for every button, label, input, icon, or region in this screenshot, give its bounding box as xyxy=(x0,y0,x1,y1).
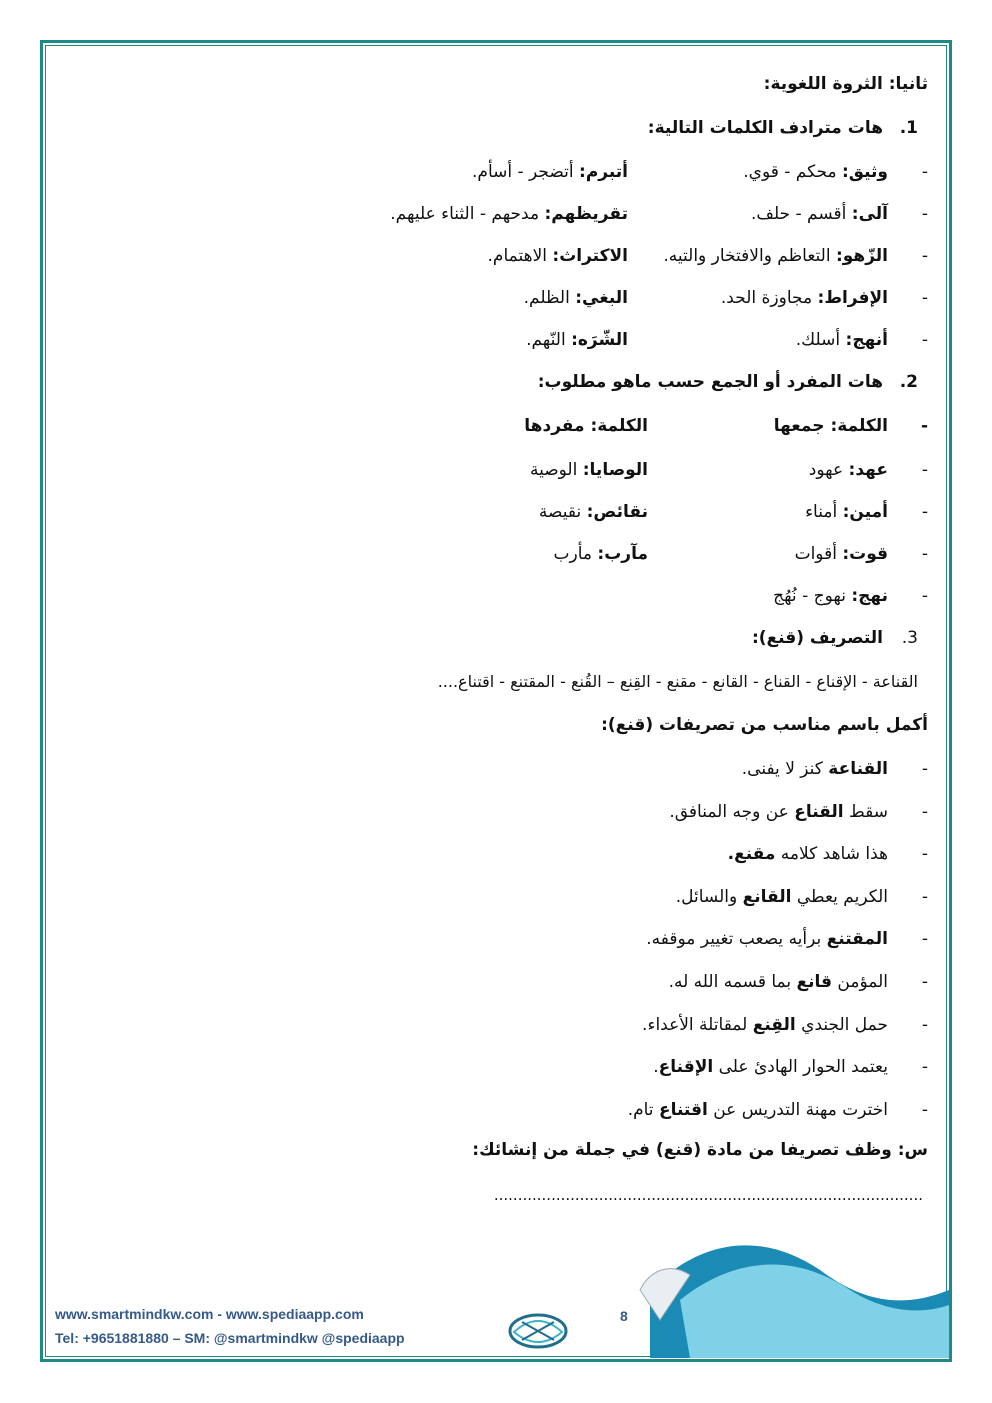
q2-meaning: أمناء xyxy=(805,502,843,522)
dash: - xyxy=(920,416,928,436)
q3-derivations: القناعة - الإقناع - القناع - القانع - مقنع - القِنع – القُنع - المقتنع - اقتناع.... xyxy=(437,672,918,691)
q1-word: أتبرم: xyxy=(579,162,628,182)
q1-word: الزّهو: xyxy=(835,246,888,266)
q1-title: هات مترادف الكلمات التالية: xyxy=(647,118,883,138)
q1-number: 1. xyxy=(899,118,918,138)
sentence-after: بما قسمه الله له. xyxy=(668,972,797,992)
sentence-after: عن وجه المنافق. xyxy=(669,801,795,822)
q1-meaning: النّهم. xyxy=(526,330,572,350)
sentence-before: سقط xyxy=(843,801,888,822)
sentence-before: يعتمد الحوار الهادئ على xyxy=(713,1057,888,1078)
sentence-before: حمل الجندي xyxy=(795,1014,888,1035)
q1-meaning: الاهتمام. xyxy=(487,246,553,266)
q1-meaning: التعاظم والافتخار والتيه. xyxy=(663,246,836,266)
sentence-answer: اقتناع xyxy=(658,1099,708,1120)
dash: - xyxy=(921,544,928,564)
q1-meaning: أقسم - حلف. xyxy=(750,204,852,224)
sentence-answer: قانع xyxy=(796,972,833,992)
q3-number: 3. xyxy=(901,628,918,648)
q2-meaning: نقيصة xyxy=(538,502,587,522)
dash: - xyxy=(921,1014,928,1035)
q2-number: 2. xyxy=(899,372,918,392)
dash: - xyxy=(921,502,928,522)
dash: - xyxy=(921,162,928,182)
q1-word: البغي: xyxy=(575,288,628,308)
q3-instruction: أكمل باسم مناسب من تصريفات (قنع): xyxy=(601,715,928,735)
page-number: 8 xyxy=(620,1308,628,1324)
sentence-answer: القناعة xyxy=(828,759,888,779)
footer-contact: Tel: +9651881880 – SM: @smartmindkw @spediaapp xyxy=(55,1330,405,1346)
q2-meaning: أقوات xyxy=(794,544,843,564)
sentence-before: المؤمن xyxy=(832,972,888,992)
q2-word: نهج: xyxy=(851,586,888,606)
q1-meaning: أسلك. xyxy=(795,330,846,350)
q1-word: الإفراط: xyxy=(817,288,888,308)
sentence-answer: القناع xyxy=(794,801,844,822)
sentence-answer: المقتنع xyxy=(826,929,888,950)
q2-word: نقائص: xyxy=(586,502,648,522)
section-title: ثانيا: الثروة اللغوية: xyxy=(763,74,928,94)
q3-title: التصريف (قنع): xyxy=(751,628,883,648)
q1-word: الاكتراث: xyxy=(552,246,628,266)
sentence-answer: مقنع. xyxy=(727,844,776,865)
q2-header-plural: الكلمة: جمعها xyxy=(773,416,888,436)
q2-word: أمين: xyxy=(842,502,888,522)
q1-word: آلى: xyxy=(851,204,888,224)
dash: - xyxy=(921,972,928,992)
sentence-answer: القانع xyxy=(742,886,792,907)
dash: - xyxy=(921,759,928,779)
sentence-answer: القِنع xyxy=(752,1014,796,1035)
sentence-after: لمقاتلة الأعداء. xyxy=(642,1014,753,1035)
dash: - xyxy=(921,586,928,606)
q2-meaning: الوصية xyxy=(529,460,583,480)
dash: - xyxy=(921,330,928,350)
dash: - xyxy=(921,929,928,950)
dash: - xyxy=(921,844,928,865)
q1-meaning: أتضجر - أسأم. xyxy=(472,162,580,182)
sentence-after: والسائل. xyxy=(675,886,743,907)
sentence-after: برأيه يصعب تغيير موقفه. xyxy=(646,929,827,950)
dash: - xyxy=(921,1057,928,1078)
sentence-before: اخترت مهنة التدريس عن xyxy=(707,1099,888,1120)
q1-meaning: الظلم. xyxy=(523,288,576,308)
sentence-after: تام. xyxy=(627,1099,659,1120)
q2-meaning: مأرب xyxy=(553,544,598,564)
dash: - xyxy=(921,246,928,266)
q1-meaning: محكم - قوي. xyxy=(743,162,842,182)
q1-word: وثيق: xyxy=(841,162,888,182)
sentence-after: كنز لا يفنى. xyxy=(741,759,829,779)
footer-websites: www.smartmindkw.com - www.spediaapp.com xyxy=(55,1306,364,1322)
q1-word: تقريظهم: xyxy=(544,204,628,224)
q2-word: عهد: xyxy=(848,460,888,480)
brand-logo-icon xyxy=(508,1312,568,1350)
dash: - xyxy=(921,801,928,822)
q2-title: هات المفرد أو الجمع حسب ماهو مطلوب: xyxy=(537,372,883,392)
q2-word: مآرب: xyxy=(597,544,648,564)
sentence-answer: الإقناع xyxy=(658,1057,714,1078)
dash: - xyxy=(921,288,928,308)
sentence-after: . xyxy=(653,1057,659,1078)
dash: - xyxy=(921,204,928,224)
q1-word: أنهج: xyxy=(845,330,888,350)
q1-word: الشّرَه: xyxy=(571,330,628,350)
q2-header-singular: الكلمة: مفردها xyxy=(524,416,648,436)
question-prompt: س: وظف تصريفا من مادة (قنع) في جملة من إنشائك: xyxy=(472,1140,928,1160)
dash: - xyxy=(921,460,928,480)
q2-meaning: نهوج - نُهُج xyxy=(773,586,852,606)
answer-line: .......................................................................................... xyxy=(493,1186,923,1204)
dash: - xyxy=(921,1099,928,1120)
q2-word: قوت: xyxy=(842,544,888,564)
q1-meaning: مجاوزة الحد. xyxy=(720,288,818,308)
dash: - xyxy=(921,886,928,907)
q2-meaning: عهود xyxy=(808,460,849,480)
sentence-before: هذا شاهد كلامه xyxy=(775,844,888,865)
q2-word: الوصايا: xyxy=(582,460,648,480)
sentence-before: الكريم يعطي xyxy=(791,886,888,907)
q1-meaning: مدحهم - الثناء عليهم. xyxy=(390,204,545,224)
